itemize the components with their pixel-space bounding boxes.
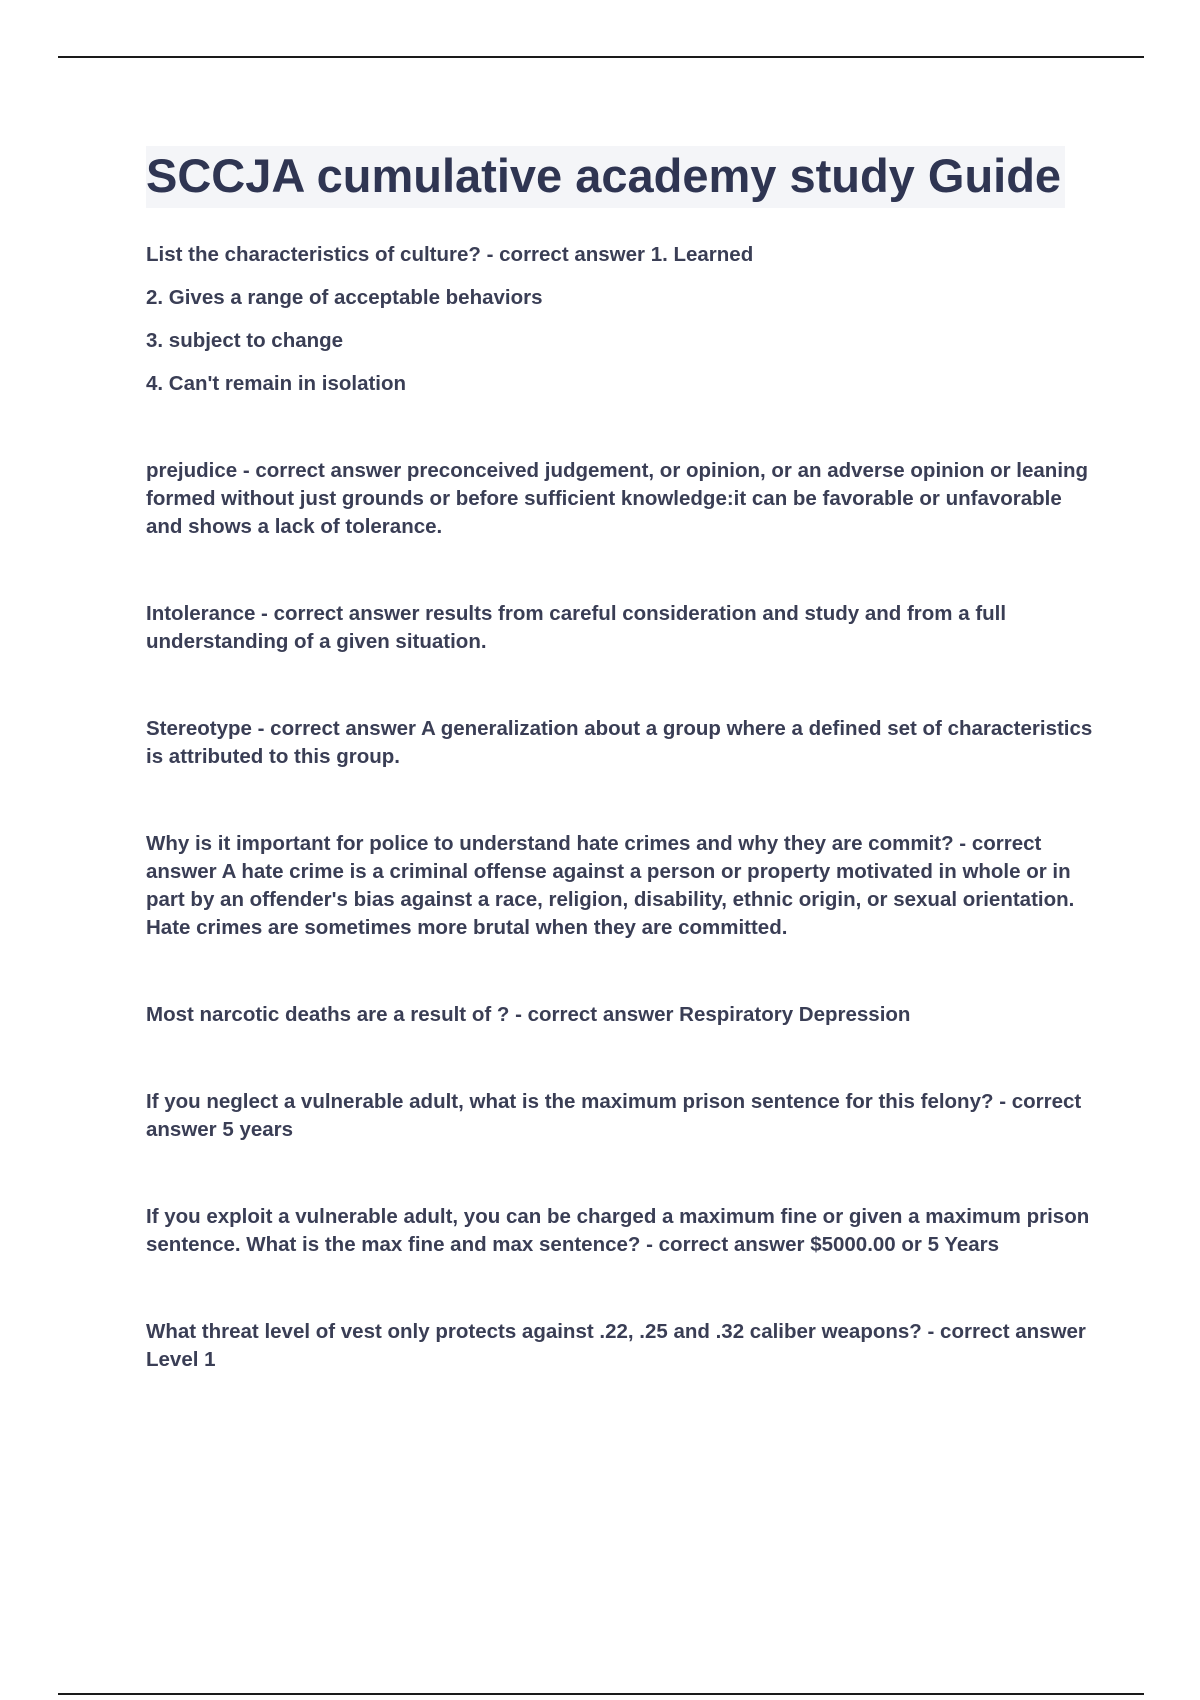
qa-entry-neglect: If you neglect a vulnerable adult, what is the maximum prison sentence for this felony? - correct answer 5 years <box>146 1090 1082 1141</box>
qa-entry-narcotic-deaths: Most narcotic deaths are a result of ? - correct answer Respiratory Depression <box>146 1003 911 1026</box>
qa-line: 2. Gives a range of acceptable behaviors <box>146 286 543 309</box>
qa-line: List the characteristics of culture? - correct answer 1. Learned <box>146 243 754 266</box>
document-body <box>146 241 1096 1374</box>
qa-entry-stereotype: Stereotype - correct answer A generalization about a group where a defined set of characteristics is attributed to this group. <box>146 717 1093 768</box>
document-title: SCCJA cumulative academy study Guide <box>146 146 1065 208</box>
qa-line: 4. Can't remain in isolation <box>146 372 407 395</box>
qa-line: 3. subject to change <box>146 329 344 352</box>
qa-entry-prejudice: prejudice - correct answer preconceived judgement, or opinion, or an adverse opinion or leaning formed without just grounds or before sufficient knowledge:it can be favorable or unfavorable and shows a lack of tolerance. <box>146 459 1089 538</box>
qa-entry-exploit: If you exploit a vulnerable adult, you can be charged a maximum fine or given a maximum prison sentence. What is the max fine and max sentence? - correct answer $5000.00 or 5 Years <box>146 1205 1090 1256</box>
bottom-rule <box>58 1693 1144 1695</box>
qa-entry-vest-level: What threat level of vest only protects against .22, .25 and .32 caliber weapons? - correct answer Level 1 <box>146 1320 1086 1371</box>
qa-entry-hate-crimes: Why is it important for police to understand hate crimes and why they are commit? - correct answer A hate crime is a criminal offense against a person or property motivated in whole or in part by an offender's bias against a race, religion, disability, ethnic origin, or sexual orientation. Hate crimes are sometimes more brutal when they are committed. <box>146 832 1075 939</box>
qa-entry-intolerance: Intolerance - correct answer results from careful consideration and study and from a full understanding of a given situation. <box>146 602 1007 653</box>
top-rule <box>58 56 1144 58</box>
qa-entry-culture <box>146 241 1096 398</box>
